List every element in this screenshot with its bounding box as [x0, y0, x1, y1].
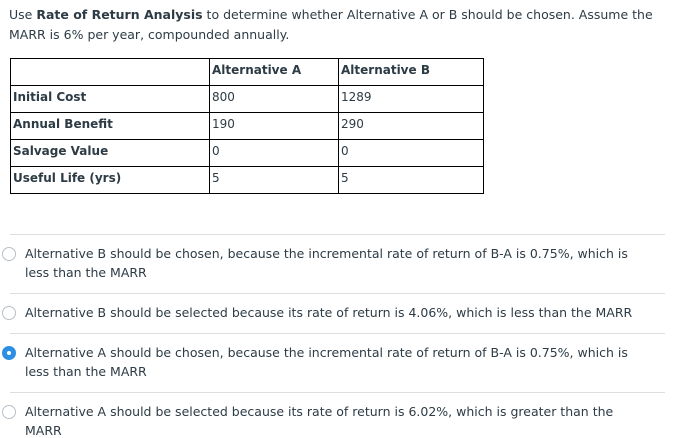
- table-cell: 290: [339, 113, 484, 140]
- table-row: [11, 113, 484, 140]
- option-text: Alternative B should be selected because its rate of return is 4.06%, which is less than the MARR: [25, 305, 633, 320]
- radio-button[interactable]: [2, 247, 16, 261]
- option-divider: [10, 234, 665, 235]
- table-header-row: [11, 59, 484, 86]
- question-text: [9, 5, 674, 45]
- option-text: Alternative B should be chosen, because the incremental rate of return of B-A is 0.75%, which is less than the MARR: [25, 246, 628, 280]
- option-text: Alternative A should be selected because its rate of return is 6.02%, which is greater than the MARR: [25, 404, 614, 438]
- option-divider: [10, 333, 665, 334]
- table-cell: 1289: [339, 86, 484, 113]
- radio-button-selected[interactable]: [2, 346, 16, 360]
- option-divider: [10, 293, 665, 294]
- table-header-cell: Alternative B: [339, 59, 484, 86]
- table-header-cell: [11, 59, 210, 86]
- radio-button[interactable]: [2, 306, 16, 320]
- table-cell: 190: [210, 113, 339, 140]
- option-divider: [10, 392, 665, 393]
- radio-button[interactable]: [2, 405, 16, 419]
- table-row: [11, 140, 484, 167]
- data-table: [10, 58, 484, 194]
- table-cell: 800: [210, 86, 339, 113]
- row-label: Salvage Value: [11, 140, 210, 167]
- question-suffix: to determine whether Alternative A or B should be chosen. Assume the MARR is 6% per year, compounded annually.: [9, 7, 653, 42]
- table-row: [11, 86, 484, 113]
- table-header-cell: Alternative A: [210, 59, 339, 86]
- table-cell: 5: [339, 167, 484, 194]
- question-bold: Rate of Return Analysis: [36, 7, 203, 22]
- table-row: [11, 167, 484, 194]
- table-cell: 5: [210, 167, 339, 194]
- row-label: Useful Life (yrs): [11, 167, 210, 194]
- row-label: Initial Cost: [11, 86, 210, 113]
- table-cell: 0: [210, 140, 339, 167]
- option-text: Alternative A should be chosen, because the incremental rate of return of B-A is 0.75%, which is less than the MARR: [25, 345, 628, 379]
- row-label: Annual Benefit: [11, 113, 210, 140]
- question-prefix: Use: [9, 7, 37, 22]
- table-cell: 0: [339, 140, 484, 167]
